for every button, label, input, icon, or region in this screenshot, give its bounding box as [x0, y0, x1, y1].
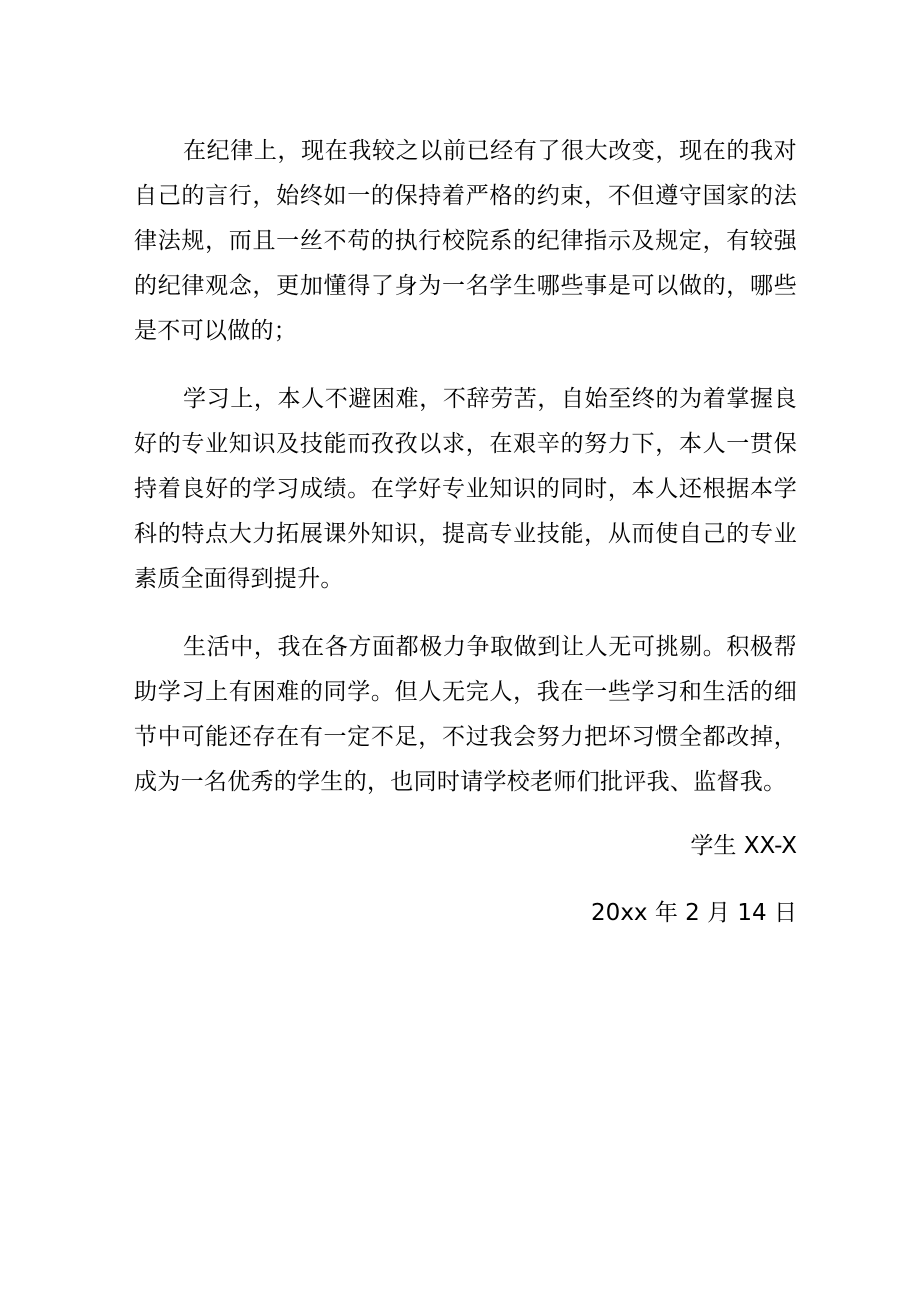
- signature-name: 学生 XX-X: [690, 833, 797, 859]
- paragraph-study: 学习上，本人不避困难，不辞劳苦，自始至终的为着掌握良好的专业知识及技能而孜孜以求，在艰辛的努力下，本人一贯保持着良好的学习成绩。在学好专业知识的同时，本人还根据本学科的特点大力拓展课外知识，提高专业技能，从而使自己的专业素质全面得到提升。: [134, 386, 797, 592]
- paragraph-life: 生活中，我在各方面都极力争取做到让人无可挑剔。积极帮助学习上有困难的同学。但人无完人，我在一些学习和生活的细节中可能还存在有一定不足，不过我会努力把坏习惯全都改掉，成为一名优秀的学生的，也同时请学校老师们批评我、监督我。: [134, 634, 797, 795]
- signature-date: 20xx 年 2 月 14 日: [591, 900, 797, 926]
- document-page: [134, 129, 797, 936]
- paragraph-discipline: 在纪律上，现在我较之以前已经有了很大改变，现在的我对自己的言行，始终如一的保持着严格的约束，不但遵守国家的法律法规，而且一丝不苟的执行校院系的纪律指示及规定，有较强的纪律观念，更加懂得了身为一名学生哪些事是可以做的，哪些是不可以做的；: [134, 138, 797, 344]
